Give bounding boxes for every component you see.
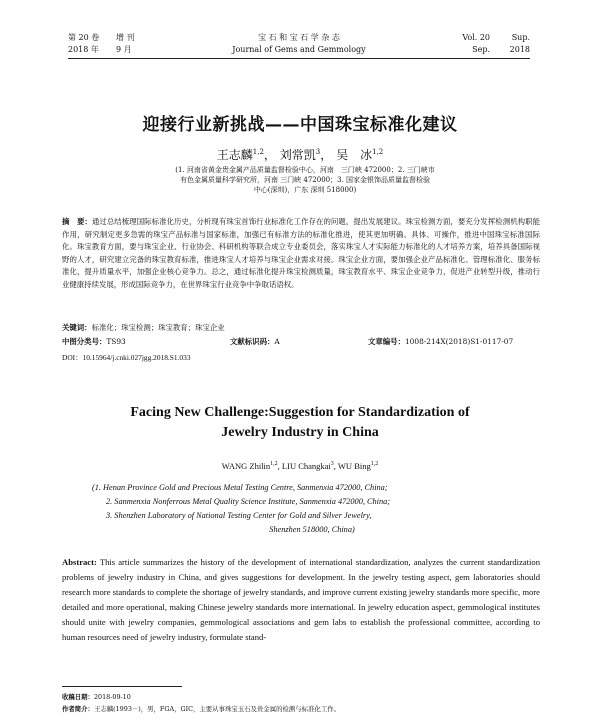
author-cn: 吴 冰 xyxy=(336,148,373,162)
doi: DOI：10.15964/j.cnki.027jgg.2018.S1.033 xyxy=(62,353,191,362)
author-sup: 3 xyxy=(330,461,334,468)
doc-code-value: A xyxy=(274,337,280,346)
author-sup: 1,2 xyxy=(252,148,264,156)
running-header xyxy=(68,32,530,59)
chinese-abstract xyxy=(62,216,540,292)
english-affiliations xyxy=(92,481,532,537)
chinese-authors: 王志麟$^{1,2}$， 刘常凯$^3$， 吴 冰$^{1,2}$ xyxy=(216,148,384,162)
affiliation-line: (1. 河南省黄金贵金属产品质量监督检验中心，河南 三门峡 472000；2. 三门峡市 xyxy=(175,166,435,174)
header-volume-en: Vol. 20 xyxy=(462,33,490,42)
chinese-title: 迎接行业新挑战——中国珠宝标准化建议 xyxy=(142,115,458,135)
header-month-cn: 9 月 xyxy=(116,45,132,54)
clc-label: 中图分类号： xyxy=(62,337,107,346)
author-en: WANG Zhilin xyxy=(221,461,271,471)
english-title xyxy=(0,403,600,443)
author-cn: 刘常凯 xyxy=(279,148,316,162)
footnote-received xyxy=(62,692,131,701)
affiliation-line: 3. Shenzhen Laboratory of National Testing Center for Gold and Silver Jewelry, xyxy=(106,511,372,520)
english-abstract xyxy=(62,555,540,645)
author-en: WU Bing xyxy=(337,461,371,471)
author-sup: 1,2 xyxy=(372,148,384,156)
english-title-line: Jewelry Industry in China xyxy=(221,425,379,440)
author-bio-label: 作者简介： xyxy=(62,705,94,713)
keywords-label: 关键词： xyxy=(62,323,92,332)
affiliation-line: Shenzhen 518000, China) xyxy=(269,525,355,534)
english-title-line: Facing New Challenge:Suggestion for Standardization of xyxy=(130,405,470,420)
english-authors: WANG Zhilin$^{1,2}$, LIU Changkai$^3$, WU Bing$^{1,2}$ xyxy=(221,461,379,471)
header-issue-cn: 增 刊 xyxy=(116,33,135,42)
author-sup: 1,2 xyxy=(370,461,379,468)
clc-value: TS93 xyxy=(106,337,126,346)
article-no-label: 文章编号： xyxy=(368,337,405,346)
keywords-text: 标准化；珠宝检测；珠宝教育；珠宝企业 xyxy=(91,323,225,332)
chinese-affiliations xyxy=(140,165,470,195)
footnote-rule xyxy=(62,686,182,687)
header-year-en: 2018 xyxy=(509,45,530,54)
affiliation-line: 中心(深圳)，广东 深圳 518000) xyxy=(253,186,357,194)
received-date: 2018-09-10 xyxy=(93,693,131,701)
received-label: 收稿日期： xyxy=(62,693,94,701)
footnote-author xyxy=(62,704,340,713)
abstract-cn-label: 摘 要： xyxy=(62,217,92,226)
author-bio: 王志麟(1993－)，男，FGA，GIC，主要从事珠宝玉石及贵金属的检测与标准化工作。 xyxy=(93,705,340,713)
header-volume-cn: 第 20 卷 xyxy=(68,33,100,42)
header-year-cn: 2018 年 xyxy=(68,45,99,54)
header-month-en: Sep. xyxy=(472,45,490,54)
header-supp: Sup. xyxy=(511,33,530,42)
abstract-en-text: This article summarizes the history of the development of international standardization, analyzes the current standardization problems of jewelry industry in China, and gives suggestions for development. In the jewelry testing aspect, gem laboratories should research more standards to complete the shortage of jewelry standards, and improve current existing jewelry standards more specific, more detailed and more operational, making Chinese jewelry standards more international. In jewelry education aspect, gemmological institutes should unite with jewelry companies, gemmological associations and gem labs to establish the professional committee, according to human resources need of jewelry industry, formulate stand- xyxy=(62,557,541,642)
doc-code-label: 文献标识码： xyxy=(230,337,275,346)
header-journal-cn: 宝 石 和 宝 石 学 杂 志 xyxy=(258,33,340,42)
abstract-en-label: Abstract: xyxy=(62,557,97,567)
abstract-cn-text: 通过总结梳理国际标准化历史，分析现有珠宝首饰行业标准化工作存在的问题，提出发展建议。珠宝检测方面，要充分发挥检测机构职能作用，研究制定更多急需的珠宝产品标准与国家标准，加强已有标准方法的标准化推进，使其更加明确、具体、可操作，推进中国珠宝标准国际化。珠宝教育方面，要与珠宝企业、行业协会、科研机构等联合成立专业委员会，落实珠宝人才实际能力标准化的人才培养方案，培养具备国际视野的人才，研究建立完备的珠宝教育标准，推进珠宝人才培养与珠宝企业需求对接。珠宝企业方面，要加强企业产品标准化、管理标准化、服务标准化，提升质量水平，加强企业核心竞争力。总之，通过标准化提升珠宝检测质量，珠宝教育水平、珠宝企业竞争力，促进产业转型升级，推动行业健康持续发展，形成国际竞争力，在世界珠宝行业竞争中争取话语权。 xyxy=(62,217,540,289)
affiliation-line: 有色金属质量科学研究所，河南 三门峡 472000；3. 国家金银饰品质量监督检验 xyxy=(179,176,431,184)
author-sup: 3 xyxy=(315,148,321,156)
affiliation-line: 2. Sanmenxia Nonferrous Metal Quality Science Institute, Sanmenxia 472000, China; xyxy=(106,497,391,506)
author-sup: 1,2 xyxy=(270,461,278,468)
affiliation-line: (1. Henan Province Gold and Precious Metal Testing Centre, Sanmenxia 472000, China; xyxy=(92,483,388,492)
header-journal-en: Journal of Gems and Gemmology xyxy=(232,45,366,54)
chinese-keywords xyxy=(62,322,225,333)
author-en: LIU Changkai xyxy=(281,461,331,471)
author-cn: 王志麟 xyxy=(216,148,253,162)
article-no-value: 1008-214X(2018)S1-0117-07 xyxy=(404,337,514,346)
